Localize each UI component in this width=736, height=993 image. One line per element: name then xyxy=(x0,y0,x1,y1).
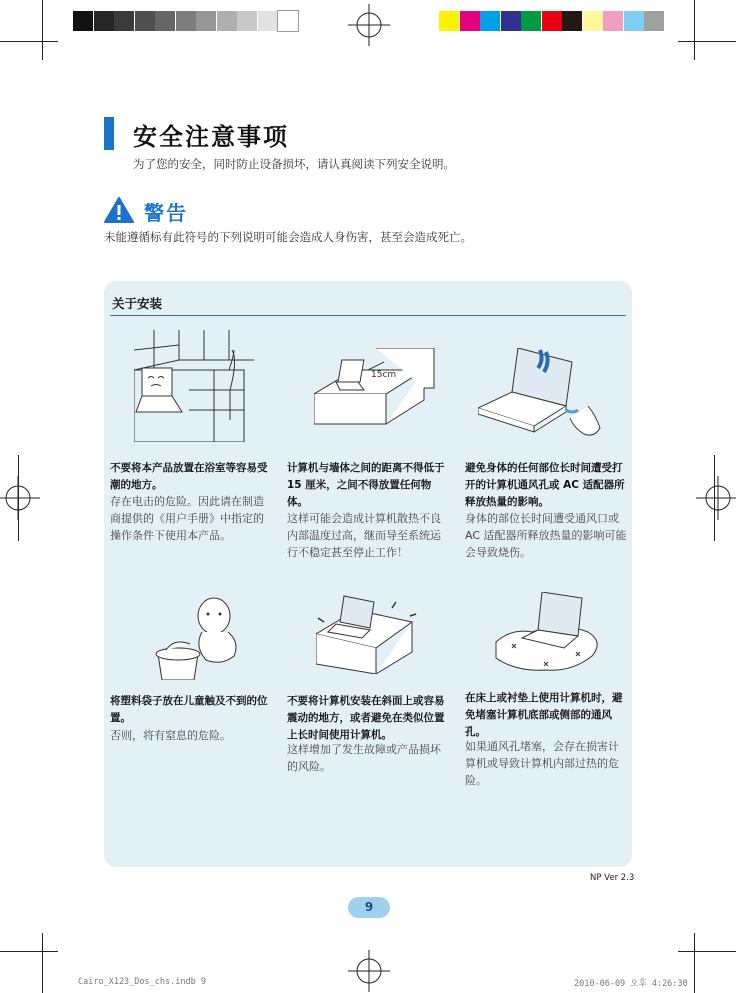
color-swatch xyxy=(583,11,603,31)
registration-target-icon xyxy=(348,4,390,46)
tilted-desk-illustration xyxy=(316,594,428,674)
bathroom-laptop-illustration xyxy=(134,330,254,442)
crop-mark xyxy=(714,455,715,541)
item-1-description: 存在电击的危险。因此请在制造商提供的《用户手册》中指定的操作条件下使用本产品。 xyxy=(110,495,264,542)
item-5-description: 这样增加了发生故障或产品损坏的风险。 xyxy=(287,743,441,773)
color-swatch xyxy=(562,11,582,31)
item-4-warning: 将塑料袋子放在儿童触及不到的位置。 xyxy=(110,695,268,724)
color-swatch xyxy=(278,11,298,31)
warning-triangle-icon xyxy=(104,197,134,223)
registration-target-icon xyxy=(696,476,736,520)
color-swatch xyxy=(603,11,623,31)
version-label: NP Ver 2.3 xyxy=(590,873,635,883)
page-title: 安全注意事项 xyxy=(133,123,289,151)
color-swatch xyxy=(644,11,664,31)
page-subtitle: 为了您的安全，同时防止设备损坏，请认真阅读下列安全说明。 xyxy=(133,157,455,171)
crop-mark xyxy=(694,0,695,60)
crop-mark xyxy=(678,41,736,42)
color-swatch xyxy=(176,11,196,31)
crop-mark xyxy=(694,933,695,993)
warning-description: 未能遵循标有此符号的下列说明可能会造成人身伤害，甚至会造成死亡。 xyxy=(104,230,472,244)
item-2-warning: 计算机与墙体之间的距离不得低于 15 厘米，之间不得放置任何物体。 xyxy=(287,462,445,508)
color-swatch xyxy=(439,11,459,31)
crop-mark xyxy=(42,0,43,60)
registration-target-icon xyxy=(0,476,40,520)
color-swatch xyxy=(542,11,562,31)
color-swatch xyxy=(155,11,175,31)
laptop-bed-illustration xyxy=(492,592,604,674)
item-5-warning: 不要将计算机安装在斜面上或容易震动的地方，或者避免在类似位置上长时间使用计算机。 xyxy=(287,695,445,741)
color-swatch xyxy=(460,11,480,31)
color-swatch xyxy=(521,11,541,31)
desk-distance-illustration xyxy=(314,348,444,426)
color-swatch xyxy=(196,11,216,31)
item-6-description: 如果通风孔堵塞，会存在损害计算机或导致计算机内部过热的危险。 xyxy=(465,740,619,787)
color-swatch xyxy=(501,11,521,31)
distance-label: 15cm xyxy=(371,370,397,380)
section-title: 关于安装 xyxy=(112,296,163,311)
crop-mark xyxy=(0,951,58,952)
item-4-description: 否则，将有窒息的危险。 xyxy=(110,729,231,742)
laptop-vent-illustration xyxy=(478,348,610,444)
title-accent-bar xyxy=(104,117,114,150)
item-3-description: 身体的部位长时间遭受通风口或 AC 适配器所释放热量的影响可能会导致烧伤。 xyxy=(465,512,627,559)
item-1-warning: 不要将本产品放置在浴室等容易受潮的地方。 xyxy=(110,462,268,491)
crop-mark xyxy=(42,933,43,993)
color-swatch xyxy=(135,11,155,31)
item-3-warning: 避免身体的任何部位长时间遭受打开的计算机通风孔或 AC 适配器所释放热量的影响。 xyxy=(465,462,625,508)
child-bag-illustration xyxy=(152,594,248,680)
crop-mark xyxy=(0,41,58,42)
print-timestamp: 2010-06-09 오후 4:26:30 xyxy=(574,979,688,989)
crop-mark xyxy=(18,455,19,541)
item-2-description: 这样可能会造成计算机散热不良内部温度过高，继而导至系统运行不稳定甚至停止工作！ xyxy=(287,512,441,559)
color-swatch xyxy=(94,11,114,31)
page-number: 9 xyxy=(348,897,390,918)
section-divider xyxy=(110,315,626,316)
color-swatch xyxy=(480,11,500,31)
color-swatch xyxy=(237,11,257,31)
file-info: Cairo_X123_Dos_chs.indb 9 xyxy=(78,977,206,987)
color-swatch xyxy=(114,11,134,31)
color-swatch xyxy=(624,11,644,31)
crop-mark xyxy=(678,951,736,952)
warning-title: 警告 xyxy=(144,201,188,225)
item-6-warning: 在床上或衬垫上使用计算机时，避免堵塞计算机底部或侧部的通风孔。 xyxy=(465,692,623,738)
color-swatch xyxy=(258,11,278,31)
registration-target-icon xyxy=(348,950,390,992)
color-swatch xyxy=(217,11,237,31)
color-swatch xyxy=(73,11,93,31)
